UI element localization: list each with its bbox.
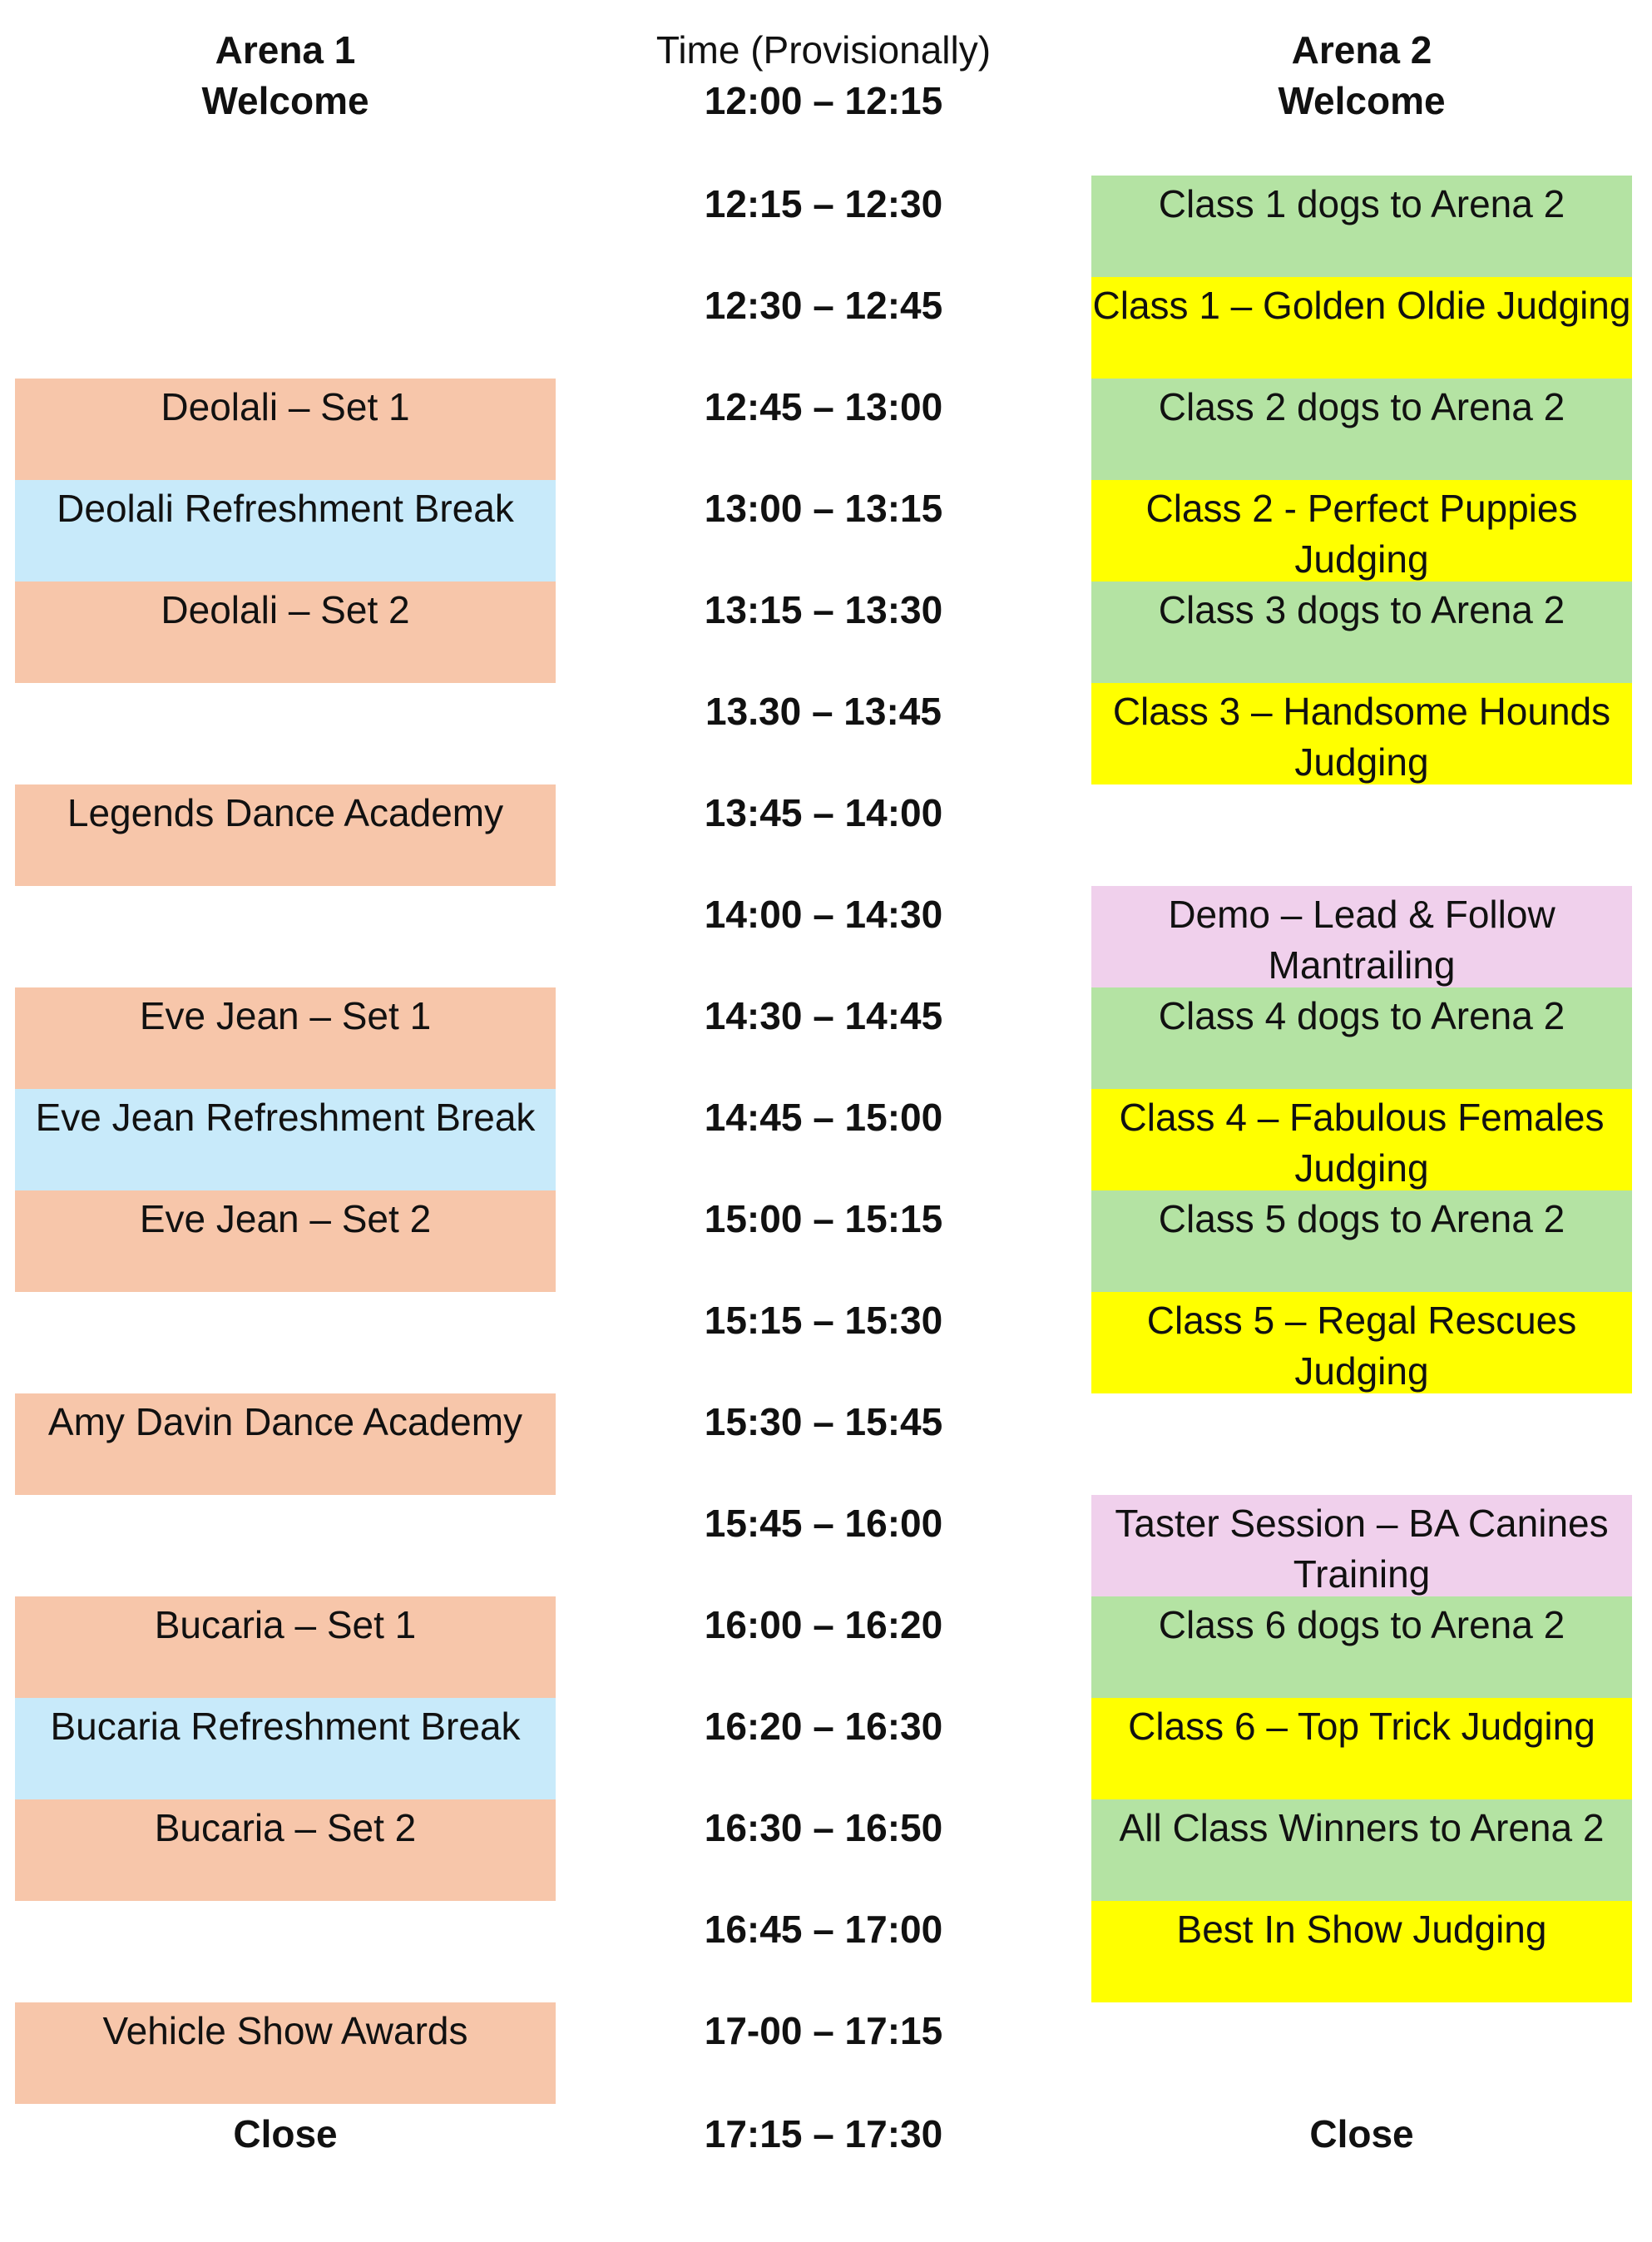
time-cell: 13.30 – 13:45 — [705, 690, 942, 733]
time-cell: 14:30 – 14:45 — [704, 994, 943, 1037]
schedule-row — [0, 987, 1652, 1089]
time-cell: 13:00 – 13:15 — [704, 487, 943, 530]
arena1-cell — [15, 1292, 556, 1393]
time-cell: 14:45 – 15:00 — [704, 1096, 943, 1139]
schedule-row — [0, 176, 1652, 277]
arena2-cell: Class 3 dogs to Arena 2 — [1091, 582, 1632, 683]
arena1-cell: Vehicle Show Awards — [15, 2002, 556, 2104]
schedule-row — [0, 784, 1652, 886]
time-cell: 13:45 – 14:00 — [704, 791, 943, 834]
arena1-cell — [15, 1495, 556, 1596]
arena2-cell: Class 5 – Regal Rescues Judging — [1091, 1292, 1632, 1393]
arena1-title: Arena 1 — [215, 28, 356, 72]
time-cell: 15:00 – 15:15 — [704, 1197, 943, 1240]
time-cell: 14:00 – 14:30 — [704, 893, 943, 936]
time-last-slot: 17:15 – 17:30 — [704, 2112, 943, 2155]
schedule-row — [0, 886, 1652, 987]
time-cell: 17-00 – 17:15 — [704, 2009, 943, 2052]
arena2-cell: Class 4 – Fabulous Females Judging — [1091, 1089, 1632, 1190]
arena1-cell: Eve Jean Refreshment Break — [15, 1089, 556, 1190]
arena2-cell: Class 5 dogs to Arena 2 — [1091, 1190, 1632, 1292]
schedule-footer — [0, 2106, 1652, 2207]
arena2-cell — [1091, 2002, 1632, 2104]
time-first-slot: 12:00 – 12:15 — [704, 79, 943, 122]
arena2-cell: Best In Show Judging — [1091, 1901, 1632, 2002]
schedule-row — [0, 1901, 1652, 2002]
schedule-row — [0, 1292, 1652, 1393]
arena1-cell: Deolali – Set 2 — [15, 582, 556, 683]
arena1-cell — [15, 277, 556, 379]
arena1-cell — [15, 886, 556, 987]
schedule-row — [0, 582, 1652, 683]
arena1-cell: Bucaria – Set 2 — [15, 1799, 556, 1901]
arena2-header — [1091, 25, 1632, 126]
schedule-row — [0, 683, 1652, 784]
time-cell: 16:20 – 16:30 — [704, 1705, 943, 1748]
arena2-cell: Class 6 dogs to Arena 2 — [1091, 1596, 1632, 1698]
schedule-row — [0, 1698, 1652, 1799]
arena1-cell: Deolali – Set 1 — [15, 379, 556, 480]
arena2-close: Close — [1309, 2112, 1414, 2155]
time-cell: 13:15 – 13:30 — [704, 588, 943, 631]
arena1-header — [15, 25, 556, 126]
arena2-cell: Taster Session – BA Canines Training — [1091, 1495, 1632, 1596]
arena2-title: Arena 2 — [1291, 28, 1432, 72]
arena2-cell: Demo – Lead & Follow Mantrailing — [1091, 886, 1632, 987]
arena2-cell: Class 2 - Perfect Puppies Judging — [1091, 480, 1632, 582]
arena2-cell — [1091, 784, 1632, 886]
arena2-cell: Class 3 – Handsome Hounds Judging — [1091, 683, 1632, 784]
arena1-cell: Eve Jean – Set 2 — [15, 1190, 556, 1292]
arena2-cell: Class 2 dogs to Arena 2 — [1091, 379, 1632, 480]
time-cell: 12:15 – 12:30 — [704, 182, 943, 225]
arena1-cell: Bucaria – Set 1 — [15, 1596, 556, 1698]
time-cell: 15:15 – 15:30 — [704, 1299, 943, 1342]
schedule-row — [0, 1393, 1652, 1495]
arena2-cell: Class 6 – Top Trick Judging — [1091, 1698, 1632, 1799]
time-header — [566, 25, 1081, 126]
time-cell: 16:00 – 16:20 — [704, 1603, 943, 1646]
time-cell: 16:45 – 17:00 — [704, 1908, 943, 1951]
time-cell: 12:45 – 13:00 — [704, 385, 943, 428]
arena1-cell — [15, 683, 556, 784]
arena1-cell: Bucaria Refreshment Break — [15, 1698, 556, 1799]
schedule-row — [0, 1190, 1652, 1292]
arena1-cell: Amy Davin Dance Academy — [15, 1393, 556, 1495]
time-cell: 16:30 – 16:50 — [704, 1806, 943, 1849]
arena1-cell: Eve Jean – Set 1 — [15, 987, 556, 1089]
time-cell: 15:30 – 15:45 — [704, 1400, 943, 1443]
schedule-row — [0, 1799, 1652, 1901]
schedule-row — [0, 1495, 1652, 1596]
schedule-row — [0, 480, 1652, 582]
schedule-row — [0, 2002, 1652, 2104]
schedule-row — [0, 379, 1652, 480]
schedule-header — [0, 25, 1652, 133]
arena2-cell: Class 1 dogs to Arena 2 — [1091, 176, 1632, 277]
schedule-row — [0, 1596, 1652, 1698]
time-cell: 15:45 – 16:00 — [704, 1502, 943, 1545]
arena2-cell — [1091, 1393, 1632, 1495]
arena1-cell — [15, 1901, 556, 2002]
arena2-cell: Class 1 – Golden Oldie Judging — [1091, 277, 1632, 379]
arena2-cell: All Class Winners to Arena 2 — [1091, 1799, 1632, 1901]
arena1-close: Close — [233, 2112, 338, 2155]
time-cell: 12:30 – 12:45 — [704, 284, 943, 327]
arena1-cell: Legends Dance Academy — [15, 784, 556, 886]
arena2-subtitle: Welcome — [1278, 79, 1446, 122]
schedule-row — [0, 277, 1652, 379]
arena1-cell: Deolali Refreshment Break — [15, 480, 556, 582]
arena1-cell — [15, 176, 556, 277]
arena1-subtitle: Welcome — [201, 79, 369, 122]
time-title: Time (Provisionally) — [655, 28, 992, 72]
arena2-cell: Class 4 dogs to Arena 2 — [1091, 987, 1632, 1089]
schedule-row — [0, 1089, 1652, 1190]
